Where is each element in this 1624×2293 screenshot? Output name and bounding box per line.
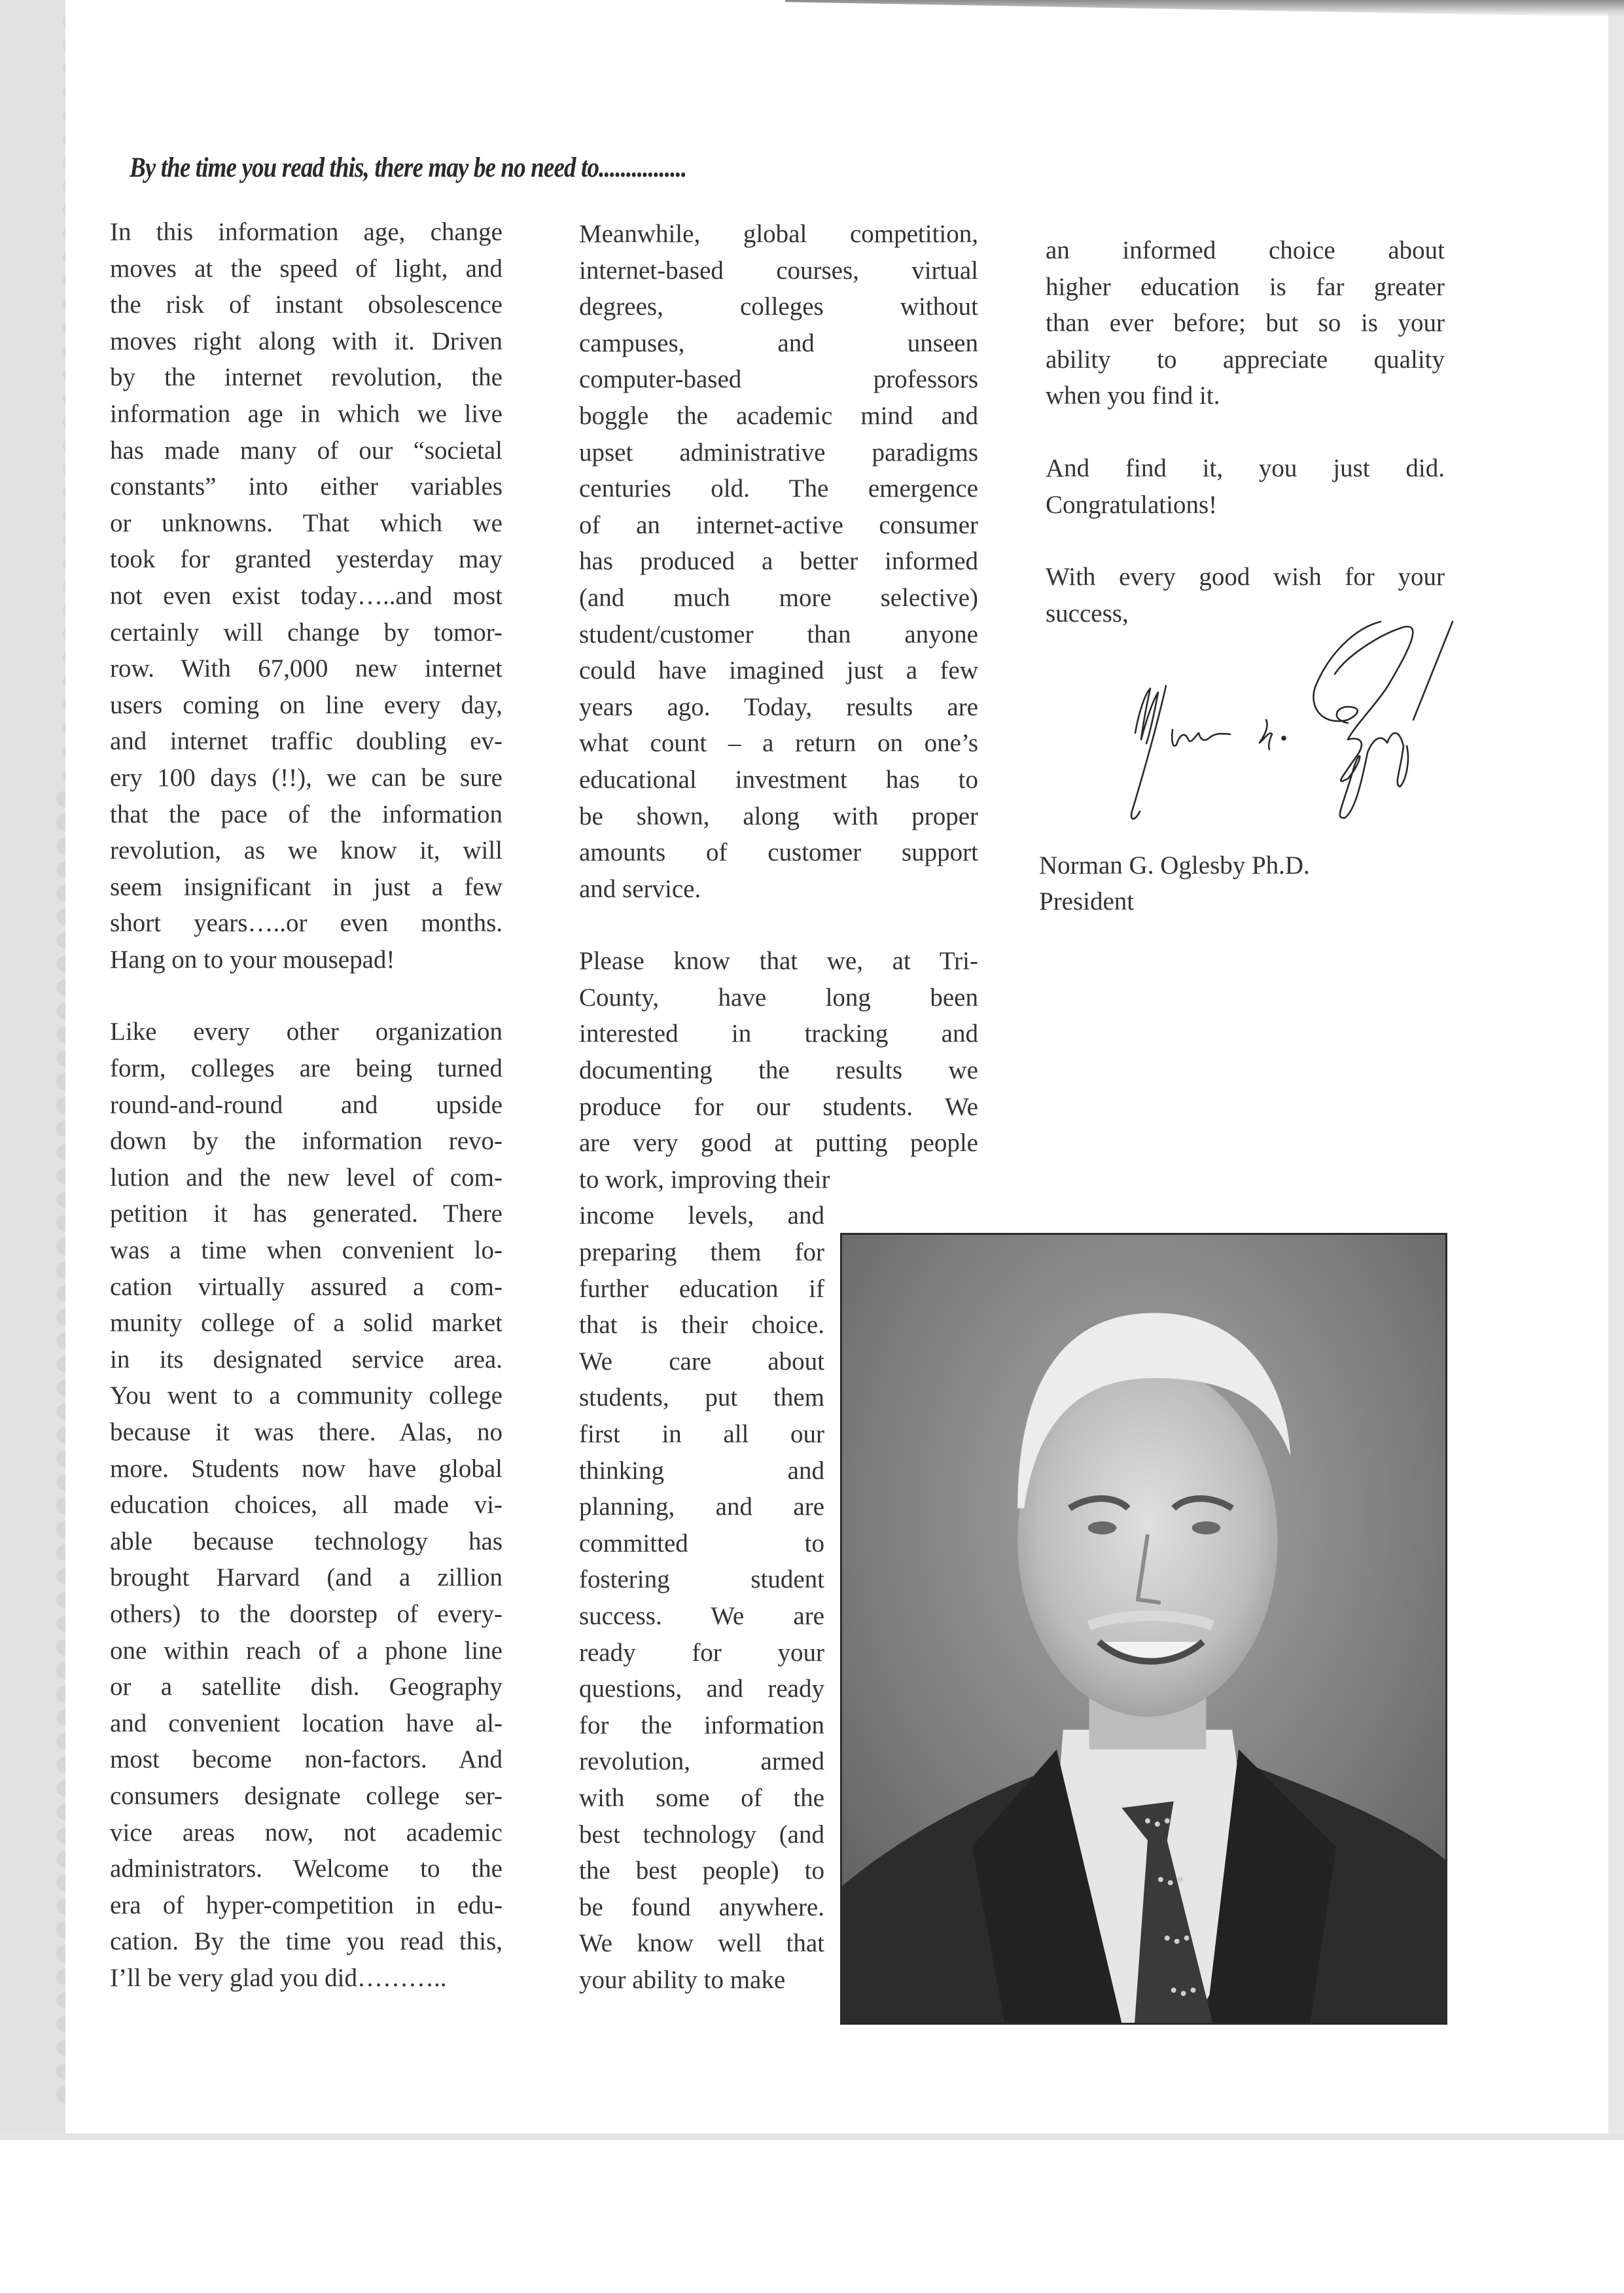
paragraph [579, 216, 978, 907]
text-line: students, put them [579, 1383, 824, 1412]
text-line: because it was there. Alas, no [110, 1418, 503, 1446]
text-line: be shown, along with proper [579, 802, 978, 830]
signer-name: Norman G. Oglesby Ph.D. [1039, 851, 1310, 880]
text-line: to work, improving their [579, 1165, 830, 1194]
text-line: able because technology has [110, 1527, 503, 1555]
text-line: revolution, as we know it, will [110, 836, 503, 865]
text-line: lution and the new level of com- [110, 1163, 503, 1192]
text-line: short years…..or even months. [110, 909, 503, 938]
signature-image [1073, 615, 1466, 851]
text-line: internet-based courses, virtual [579, 256, 978, 285]
scan-left-margin [0, 0, 65, 2140]
text-line: thinking and [579, 1456, 824, 1485]
text-line: You went to a community college [110, 1381, 503, 1410]
text-line: round-and-round and upside [110, 1090, 503, 1119]
text-line: munity college of a solid market [110, 1309, 503, 1338]
paragraph-gap [110, 978, 503, 1014]
text-line: moves at the speed of light, and [110, 254, 503, 283]
text-line: era of hyper-competition in edu- [110, 1891, 503, 1919]
text-line: amounts of customer support [579, 838, 978, 867]
text-line: that the pace of the information [110, 800, 503, 828]
text-line: has made many of our “societal [110, 436, 503, 465]
text-line: ability to appreciate quality [1046, 345, 1445, 374]
text-line: or unknowns. That which we [110, 508, 503, 537]
text-line: was a time when convenient lo- [110, 1236, 503, 1265]
text-line: vice areas now, not academic [110, 1818, 503, 1847]
text-line: With every good wish for your [1046, 563, 1445, 592]
text-line: an informed choice about [1046, 236, 1445, 264]
text-line: planning, and are [579, 1493, 824, 1521]
text-line: income levels, and [579, 1201, 824, 1230]
paragraph-gap [1046, 414, 1445, 450]
column-right [1046, 232, 1445, 631]
text-line: I’ll be very glad you did……….. [110, 1963, 447, 1992]
paragraph [1046, 232, 1445, 414]
text-line: questions, and ready [579, 1675, 824, 1703]
text-line: Please know that we, at Tri- [579, 947, 978, 976]
text-line: upset administrative paradigms [579, 438, 978, 467]
text-line: Hang on to your mousepad! [110, 945, 395, 974]
text-line: consumers designate college ser- [110, 1781, 503, 1810]
text-line: We care about [579, 1347, 824, 1376]
text-line: success, [1046, 599, 1129, 628]
text-line: centuries old. The emergence [579, 474, 978, 503]
text-line: form, colleges are being turned [110, 1054, 503, 1083]
text-line: And find it, you just did. [1046, 453, 1445, 482]
text-line: ready for your [579, 1638, 824, 1667]
paragraph [1046, 450, 1445, 523]
text-line: ery 100 days (!!), we can be sure [110, 763, 503, 792]
text-line: most become non-factors. And [110, 1745, 503, 1774]
text-line: best technology (and [579, 1820, 824, 1849]
text-line: and service. [579, 874, 701, 903]
text-line: computer-based professors [579, 365, 978, 394]
text-line: preparing them for [579, 1238, 824, 1267]
text-line: certainly will change by tomor- [110, 618, 503, 647]
text-line: educational investment has to [579, 765, 978, 794]
text-line: when you find it. [1046, 382, 1220, 410]
text-line: interested in tracking and [579, 1020, 978, 1048]
text-line: campuses, and unseen [579, 329, 978, 357]
text-line: committed to [579, 1529, 824, 1557]
paragraph [110, 214, 503, 978]
text-line: brought Harvard (and a zillion [110, 1563, 503, 1592]
text-line: and internet traffic doubling ev- [110, 727, 503, 756]
text-line: than ever before; but so is your [1046, 309, 1445, 338]
text-line: has produced a better informed [579, 547, 978, 576]
text-line: petition it has generated. There [110, 1200, 503, 1228]
text-line: be found anywhere. [579, 1893, 824, 1921]
text-line: for the information [579, 1711, 824, 1739]
text-line: the risk of instant obsolescence [110, 291, 503, 319]
paragraph-gap [579, 907, 978, 943]
text-line: that is their choice. [579, 1311, 824, 1340]
text-line: the best people) to [579, 1857, 824, 1885]
signer-block [1039, 847, 1310, 919]
text-line: moves right along with it. Driven [110, 327, 503, 355]
text-line: produce for our students. We [579, 1092, 978, 1121]
text-line: by the internet revolution, the [110, 363, 503, 392]
scan-bottom-edge [0, 2133, 1624, 2140]
text-line: in its designated service area. [110, 1345, 503, 1374]
text-line: cation. By the time you read this, [110, 1927, 503, 1956]
text-line: took for granted yesterday may [110, 545, 503, 574]
column-left [110, 214, 503, 1997]
page-heading: By the time you read this, there may be no need to................ [130, 152, 687, 183]
text-line: with some of the [579, 1783, 824, 1812]
text-line: one within reach of a phone line [110, 1636, 503, 1665]
text-line: education choices, all made vi- [110, 1491, 503, 1520]
text-line: revolution, armed [579, 1747, 824, 1776]
text-line: down by the information revo- [110, 1127, 503, 1156]
text-line: degrees, colleges without [579, 293, 978, 321]
president-photo [840, 1233, 1447, 2025]
text-line: of an internet-active consumer [579, 510, 978, 539]
text-line: your ability to make [579, 1965, 786, 1994]
text-line: or a satellite dish. Geography [110, 1673, 503, 1701]
text-line: constants” into either variables [110, 472, 503, 501]
text-line: years ago. Today, results are [579, 692, 978, 721]
text-line: further education if [579, 1274, 824, 1303]
text-line: what count – a return on one’s [579, 729, 978, 758]
text-line: row. With 67,000 new internet [110, 654, 503, 683]
text-line: not even exist today…..and most [110, 581, 503, 610]
paragraph-gap [1046, 523, 1445, 559]
text-line: student/customer than anyone [579, 620, 978, 649]
text-line: Congratulations! [1046, 490, 1218, 519]
text-line: County, have long been [579, 983, 978, 1012]
paragraph [579, 943, 978, 1198]
scan-right-edge [1608, 0, 1624, 2140]
text-line: documenting the results we [579, 1056, 978, 1085]
text-line: We know well that [579, 1929, 824, 1958]
text-line: In this information age, change [110, 218, 503, 246]
text-line: others) to the doorstep of every- [110, 1599, 503, 1628]
signer-title: President [1039, 887, 1135, 915]
paragraph [110, 1014, 503, 1996]
text-line: Like every other organization [110, 1018, 503, 1046]
text-line: higher education is far greater [1046, 272, 1445, 301]
text-line: Meanwhile, global competition, [579, 220, 978, 248]
text-line: users coming on line every day, [110, 690, 503, 719]
text-line: success. We are [579, 1601, 824, 1630]
text-line: could have imagined just a few [579, 656, 978, 685]
text-line: are very good at putting people [579, 1129, 978, 1158]
text-line: information age in which we live [110, 399, 503, 428]
text-line: seem insignificant in just a few [110, 872, 503, 901]
text-line: first in all our [579, 1420, 824, 1448]
paragraph [579, 1198, 824, 1998]
text-line: (and much more selective) [579, 583, 978, 612]
text-line: and convenient location have al- [110, 1709, 503, 1737]
text-line: boggle the academic mind and [579, 401, 978, 430]
text-line: administrators. Welcome to the [110, 1855, 503, 1883]
text-line: more. Students now have global [110, 1454, 503, 1483]
text-line: fostering student [579, 1565, 824, 1594]
text-line: cation virtually assured a com- [110, 1272, 503, 1301]
